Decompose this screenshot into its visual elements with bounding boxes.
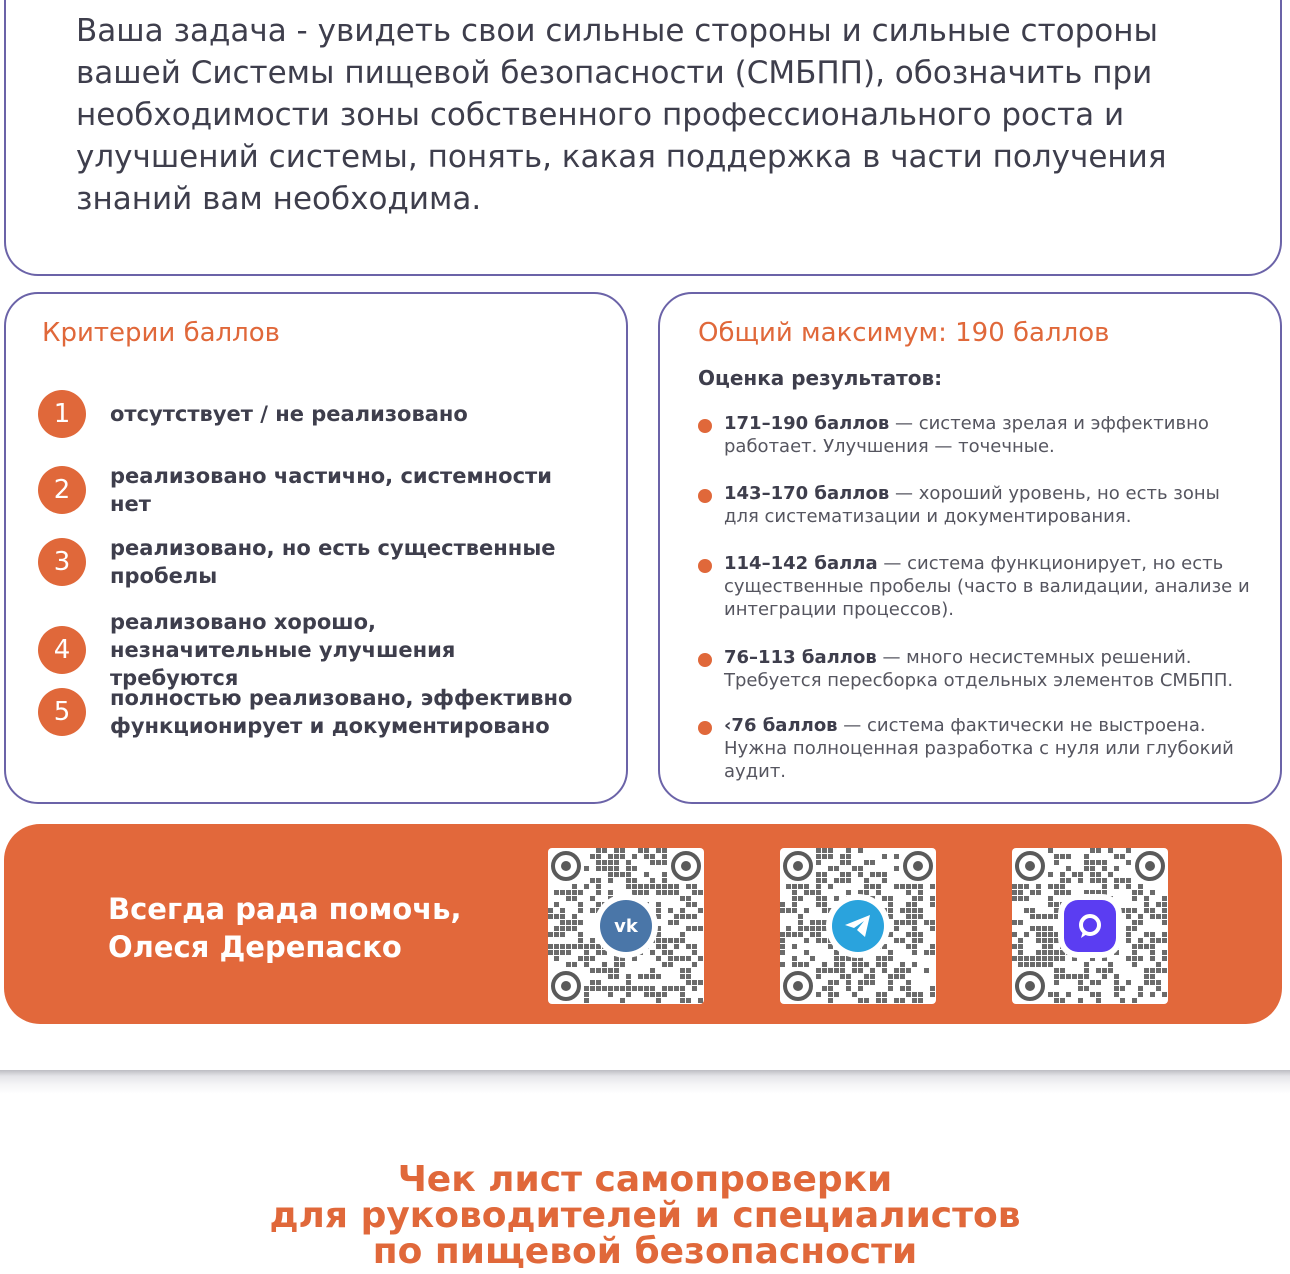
criteria-item [38,684,580,740]
checklist-title-line-1: Чек лист самопроверки [397,1159,893,1200]
score-item [698,646,1258,692]
telegram-icon [832,900,884,952]
bullet-dot [698,419,712,433]
max-messenger-icon [1064,900,1116,952]
score-item [698,412,1258,458]
score-description: — много несистемных решений. Требуется пересборка отдельных элементов СМБПП. [724,647,1234,691]
checklist-title-line-3: по пищевой безопасности [372,1231,918,1272]
score-range: 143–170 баллов [724,483,890,504]
criteria-number: 2 [38,466,86,514]
bullet-dot [698,559,712,573]
criteria-text: полностью реализовано, эффективно функционирует и документировано [110,686,573,738]
score-range: 76–113 баллов [724,647,877,668]
score-description: — хороший уровень, но есть зоны для систематизации и документирования. [724,483,1220,527]
page-divider [0,1070,1290,1094]
score-item [698,552,1258,621]
criteria-card [4,292,628,804]
score-item [698,482,1258,528]
criteria-text: реализовано, но есть существенные пробелы [110,536,556,588]
contact-name: Олеся Дерепаско [108,930,402,964]
score-range: 171–190 баллов [724,413,890,434]
bullet-dot [698,653,712,667]
criteria-text: реализовано частично, системности нет [110,464,552,516]
bullet-dot [698,721,712,735]
score-description: — система функционирует, но есть существенные пробелы (часто в валидации, анализе и интеграции процессов). [724,553,1250,620]
results-card [658,292,1282,804]
score-range: 114–142 балла [724,553,878,574]
speech-ring-icon [1076,912,1104,940]
criteria-item [38,390,580,438]
qr-code-telegram[interactable] [780,848,936,1004]
criteria-item [38,462,580,518]
criteria-text: реализовано хорошо, незначительные улучшения требуются [110,610,456,690]
criteria-text: отсутствует / не реализовано [110,402,468,426]
score-description: — система фактически не выстроена. Нужна полноценная разработка с нуля или глубокий аудит. [724,715,1234,782]
contact-banner [4,824,1282,1024]
paper-plane-icon [844,914,872,938]
bullet-dot [698,489,712,503]
results-title: Общий максимум: 190 баллов [698,318,1110,348]
criteria-item [38,534,580,590]
contact-text [108,890,461,966]
checklist-title-line-2: для руководителей и специалистов [269,1195,1021,1236]
criteria-item [38,608,580,692]
criteria-number: 1 [38,390,86,438]
contact-line-1: Всегда рада помочь, [108,892,462,926]
intro-text: Ваша задача - увидеть свои сильные стороны и сильные стороны вашей Системы пищевой безопасности (СМБПП), обозначить при необходимости зоны собственного профессионального роста и улучшений системы, понять, какая поддержка в части получения знаний вам необходима. [76,13,1167,217]
vk-icon: vk [600,900,652,952]
score-item [698,714,1258,783]
criteria-number: 3 [38,538,86,586]
checklist-title [0,1159,1290,1272]
criteria-number: 4 [38,626,86,674]
qr-code-max[interactable] [1012,848,1168,1004]
score-description: — система зрелая и эффективно работает. Улучшения — точечные. [724,413,1209,457]
results-subtitle: Оценка результатов: [698,366,943,390]
qr-code-vk[interactable] [548,848,704,1004]
criteria-title: Критерии баллов [42,318,280,348]
intro-card [4,0,1282,276]
score-range: ‹76 баллов [724,715,838,736]
criteria-number: 5 [38,688,86,736]
